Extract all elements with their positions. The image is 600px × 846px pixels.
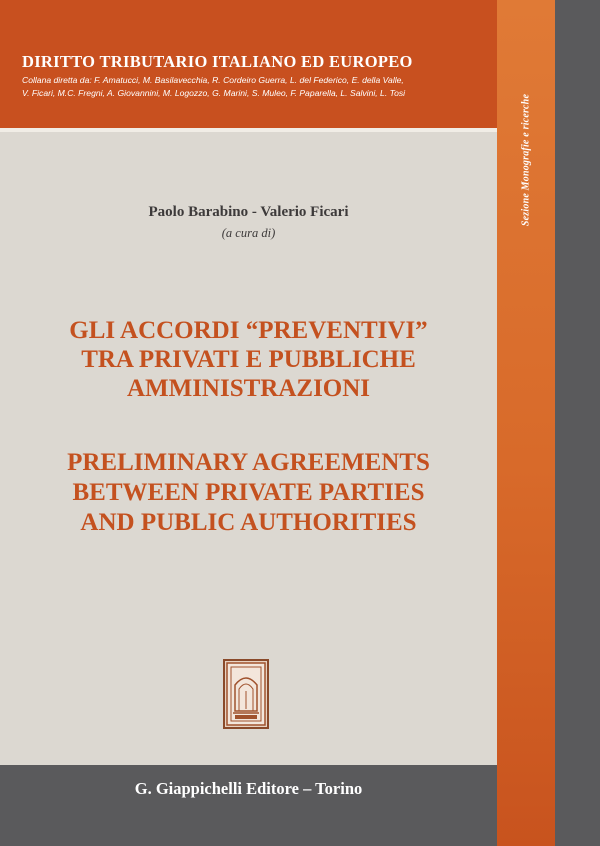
title-english: [0, 448, 497, 538]
title-italian: [0, 316, 497, 403]
title-line: AND PUBLIC AUTHORITIES: [80, 509, 417, 536]
title-line: BETWEEN PRIVATE PARTIES: [72, 479, 425, 506]
publisher-logo-icon: [225, 661, 267, 727]
publisher-band: [0, 765, 497, 846]
curators-note: (a cura di): [221, 226, 276, 240]
publisher-logo: [223, 659, 269, 729]
series-directors: [22, 74, 492, 99]
directors-line: V. Ficari, M.C. Fregni, A. Giovannini, M. Logozzo, G. Marini, S. Muleo, F. Paparella, L. Salvini, L. Tosi: [22, 87, 406, 98]
publisher-name: G. Giappichelli Editore – Torino: [134, 779, 363, 798]
title-line: AMMINISTRAZIONI: [126, 375, 371, 402]
series-title: DIRITTO TRIBUTARIO ITALIANO ED EUROPEO: [22, 52, 413, 71]
authors: Paolo Barabino - Valerio Ficari: [148, 204, 349, 220]
section-label: Sezione Monografie e ricerche: [520, 93, 532, 227]
spine-dark-strip: [555, 0, 600, 846]
title-line: PRELIMINARY AGREEMENTS: [67, 449, 430, 476]
directors-line: Collana diretta da: F. Amatucci, M. Basilavecchia, R. Cordeiro Guerra, L. del Federico, E. della Valle,: [22, 75, 404, 85]
title-line: GLI ACCORDI “PREVENTIVI”: [69, 317, 428, 344]
title-line: TRA PRIVATI E PUBBLICHE: [81, 346, 416, 373]
